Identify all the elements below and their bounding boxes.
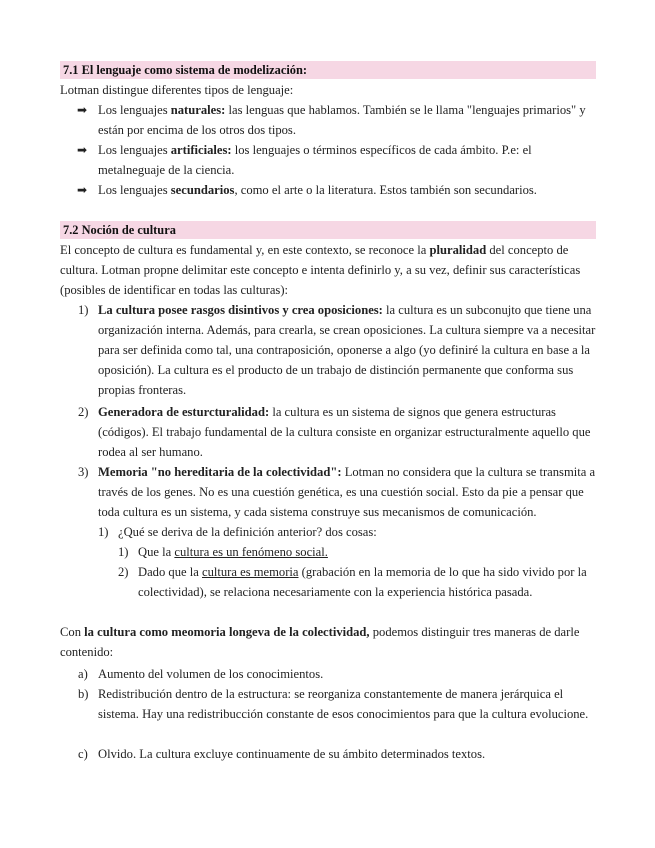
list-marker: 3) — [78, 465, 89, 479]
list-marker: c) — [78, 747, 88, 761]
arrow-bullet-icon: ➡ — [77, 183, 88, 197]
section1-intro: Lotman distingue diferentes tipos de lenguaje: — [60, 83, 294, 97]
list-item: 2) Generadora de esturcturalidad: la cultura es un sistema de signos que genera estructuras (códigos). El trabajo fundamental de la cultura consiste en organizar estructuralmente aquello que rodea al ser humano. — [98, 402, 598, 462]
list-item: ➡ Los lenguajes artificiales: los lenguajes o términos específicos de cada ámbito. P.e: el metalneguaje de la ciencia. — [98, 140, 598, 180]
section2-intro: El concepto de cultura es fundamental y, en este contexto, se reconoce la pluralidad del concepto de cultura. Lotman propne delimitar este concepto e intenta definirlo y, a su vez, definir sus características (posibles de identificar en todas las culturas): — [60, 243, 581, 297]
sub-sub-list-item: 2) Dado que la cultura es memoria (grabación en la memoria de lo que ha sido vivido por la colectividad), se relaciona necesariamente con la experiencia histórica pasada. — [138, 562, 593, 602]
sub-sub-list-item: 1) Que la cultura es un fenómeno social. — [138, 542, 588, 562]
list-marker: 1) — [118, 545, 129, 559]
list-marker: 2) — [118, 565, 129, 579]
arrow-bullet-icon: ➡ — [77, 143, 88, 157]
list-item: a) Aumento del volumen de los conocimientos. — [98, 664, 598, 684]
section-heading-7-1: 7.1 El lenguaje como sistema de modelización: — [60, 61, 596, 79]
list-item: b) Redistribución dentro de la estructura: se reorganiza constantemente de manera jerárquica el sistema. Hay una redistribucción constante de esos conocimientos para que la cultura evolucione. — [98, 684, 598, 724]
list-item: ➡ Los lenguajes naturales: las lenguas que hablamos. También se le llama "lenguajes primarios" y están por encima de los otros dos tipos. — [98, 100, 598, 140]
arrow-bullet-icon: ➡ — [77, 103, 88, 117]
list-marker: 2) — [78, 405, 89, 419]
list-marker: b) — [78, 687, 89, 701]
list-item: 3) Memoria "no hereditaria de la colectividad": Lotman no considera que la cultura se transmita a través de los genes. No es una cuestión genética, es una cuestión social. Esto da pie a pensar que toda cultura es un sistema, y cada sistema construye sus mecanismos de comunicación. — [98, 462, 598, 522]
list-marker: 1) — [98, 525, 109, 539]
section-heading-7-2: 7.2 Noción de cultura — [60, 221, 596, 239]
sub-list-item: 1) ¿Qué se deriva de la definición anterior? dos cosas: — [118, 522, 578, 542]
list-marker: a) — [78, 667, 88, 681]
list-item: ➡ Los lenguajes secundarios, como el arte o la literatura. Estos también son secundarios. — [98, 180, 598, 200]
section3-intro: Con la cultura como meomoria longeva de la colectividad, podemos distinguir tres maneras de darle contenido: — [60, 625, 580, 659]
list-item: c) Olvido. La cultura excluye continuamente de su ámbito determinados textos. — [98, 744, 598, 764]
list-item: 1) La cultura posee rasgos disintivos y crea oposiciones: la cultura es un subconujto que tiene una organización interna. Además, para crearla, se crean oposiciones. La cultura siempre va a necesitar para ser definida como tal, una contraposición, oponerse a algo (yo definiré la cultura en base a la oposición). La cultura es el producto de un trabajo de distinción permanente que conforma sus propias fronteras. — [98, 300, 598, 400]
list-marker: 1) — [78, 303, 89, 317]
